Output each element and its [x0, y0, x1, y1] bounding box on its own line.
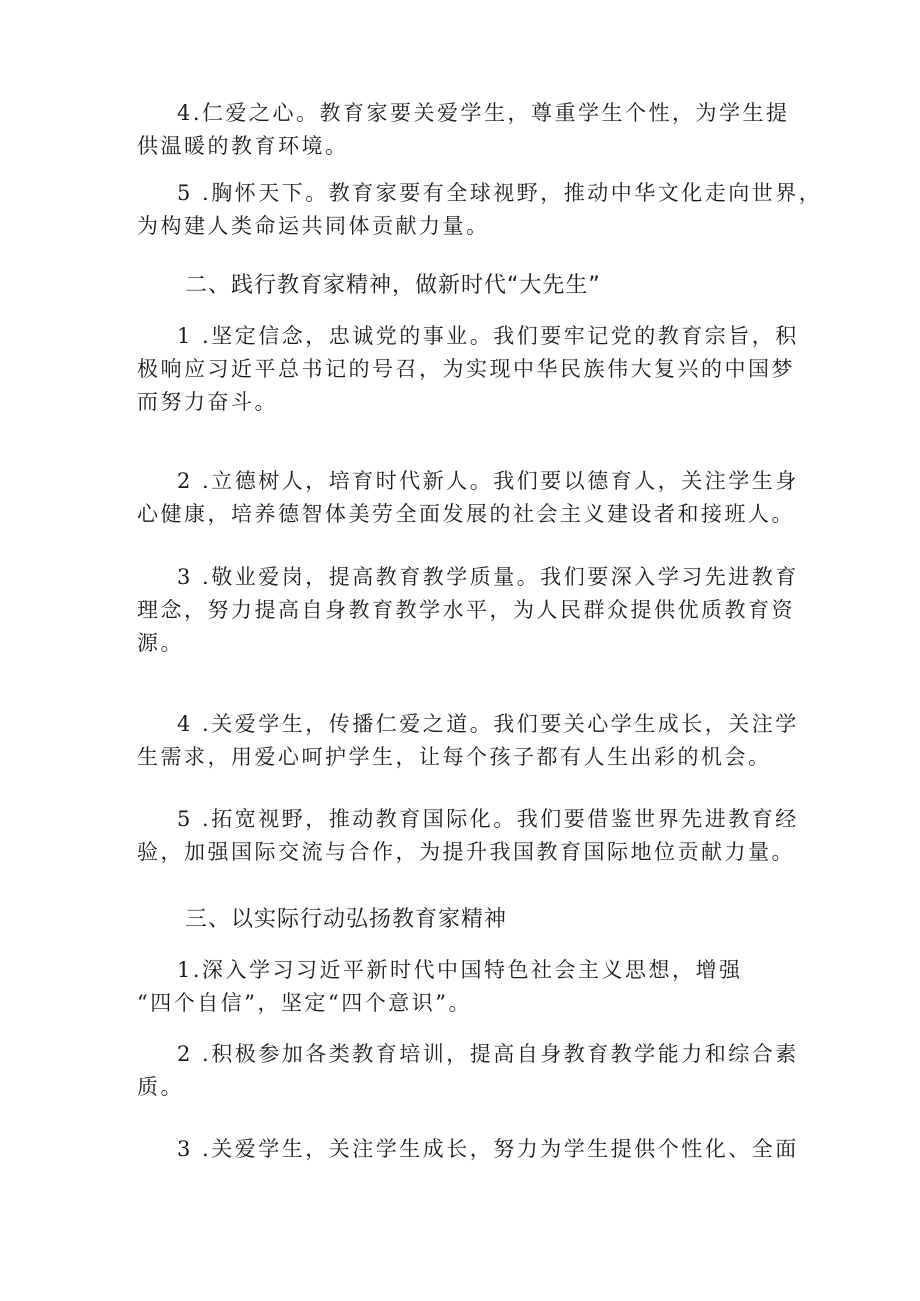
paragraph-line: “四个自信”，坚定“四个意识”。: [137, 991, 472, 1015]
paragraph-line: 供温暖的教育环境。: [137, 134, 349, 158]
paragraph-benevolence: [137, 97, 797, 163]
paragraph-dedication: [137, 561, 797, 660]
paragraph-line: 3 .关爱学生，关注学生成长，努力为学生提供个性化、全面: [177, 1137, 799, 1161]
paragraph-broaden-horizons: [137, 803, 797, 869]
paragraph-line: 而努力奋斗。: [137, 390, 278, 414]
paragraph-firm-belief: [137, 320, 797, 419]
section-heading-two: 二、践行教育家精神，做新时代“大先生”: [185, 273, 601, 298]
paragraph-line: 3 .敬业爱岗，提高教育教学质量。我们要深入学习先进教育: [177, 565, 799, 589]
paragraph-line: 质。: [137, 1075, 184, 1099]
paragraph-line: 验，加强国际交流与合作，为提升我国教育国际地位贡献力量。: [137, 840, 795, 864]
paragraph-line: 2 .积极参加各类教育培训，提高自身教育教学能力和综合素: [177, 1042, 799, 1066]
paragraph-line: 心健康，培养德智体美劳全面发展的社会主义建设者和接班人。: [137, 502, 795, 526]
section-heading-three: 三、以实际行动弘扬教育家精神: [185, 907, 508, 932]
paragraph-study-thought: [137, 954, 797, 1020]
paragraph-student-growth: [137, 1133, 797, 1166]
paragraph-line: 4 .关爱学生，传播仁爱之道。我们要关心学生成长，关注学: [177, 712, 799, 736]
paragraph-line: 极响应习近平总书记的号召，为实现中华民族伟大复兴的中国梦: [137, 357, 795, 381]
paragraph-care-students: [137, 708, 797, 774]
paragraph-line: 5 .拓宽视野，推动教育国际化。我们要借鉴世界先进教育经: [177, 807, 799, 831]
paragraph-moral-education: [137, 465, 797, 531]
paragraph-line: 1.深入学习习近平新时代中国特色社会主义思想，增强: [177, 958, 743, 982]
paragraph-line: 生需求，用爱心呵护学生，让每个孩子都有人生出彩的机会。: [137, 745, 772, 769]
paragraph-line: 2 .立德树人，培育时代新人。我们要以德育人，关注学生身: [177, 469, 799, 493]
paragraph-line: 理念，努力提高自身教育教学水平，为人民群众提供优质教育资: [137, 598, 795, 622]
paragraph-line: 源。: [137, 631, 184, 655]
paragraph-line: 5 .胸怀天下。教育家要有全球视野，推动中华文化走向世界，: [177, 181, 823, 205]
paragraph-line: 为构建人类命运共同体贡献力量。: [137, 214, 490, 238]
paragraph-training: [137, 1038, 797, 1104]
paragraph-line: 1 .坚定信念，忠诚党的事业。我们要牢记党的教育宗旨，积: [177, 324, 799, 348]
paragraph-line: 4.仁爱之心。教育家要关爱学生，尊重学生个性，为学生提: [177, 101, 790, 125]
paragraph-world-vision: [137, 177, 823, 243]
